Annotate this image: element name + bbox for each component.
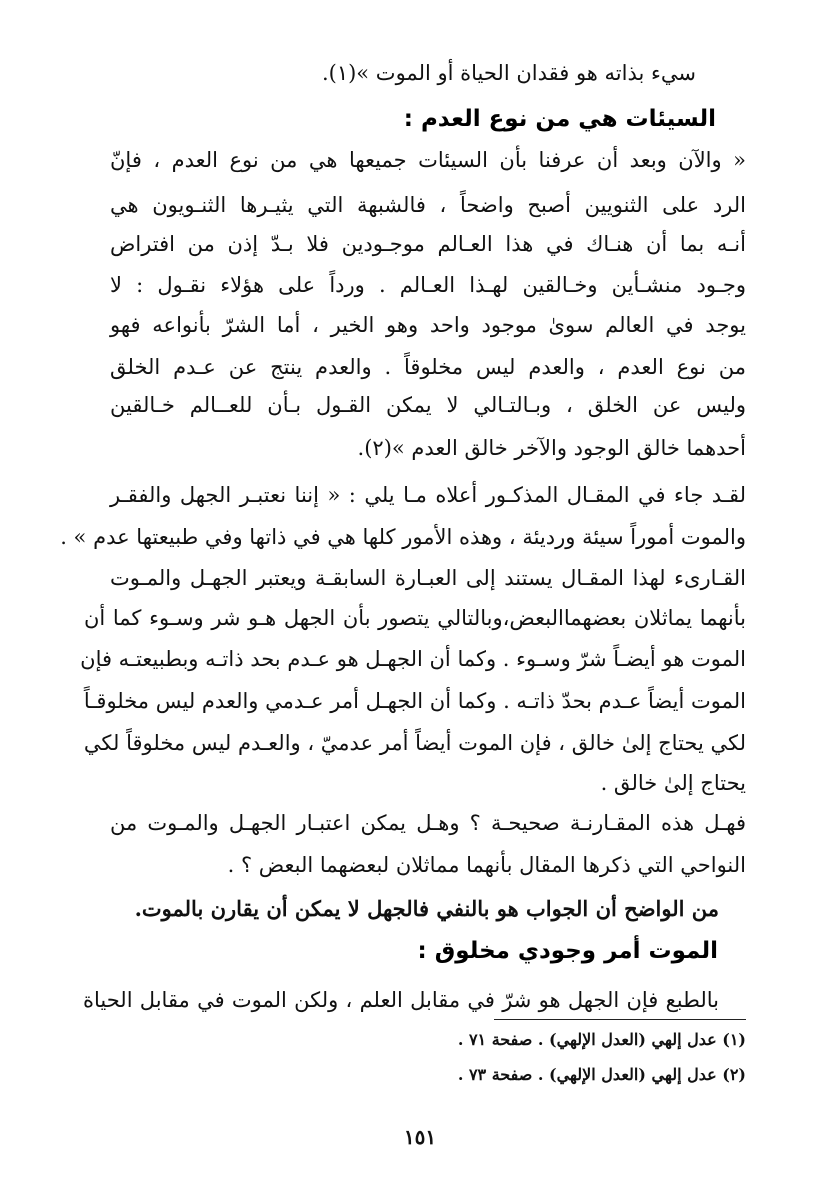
text-line: بأنهما يماثلان بعضهماالبعض،وبالتالي يتصور بأن الجهل هـو شر وسـوء كما أن	[84, 606, 746, 630]
text-line: بالطبع فإن الجهل هو شرّ في مقابل العلم ، ولكن الموت في مقابل الحياة	[83, 988, 719, 1012]
quote-line: الرد على الثنويين أصبح واضحاً ، فالشبهة التي يثيـرها الثنـويون هي	[110, 193, 746, 217]
footnote: (١) عدل إلهي (العدل الإلهي) . صفحة ٧١ .	[457, 1030, 746, 1049]
text-line: القـارىء لهذا المقـال يستند إلى العبـارة السابقـة ويعتبر الجهـل والمـوت	[110, 566, 746, 590]
section-heading: الموت أمر وجودي مخلوق :	[417, 938, 718, 964]
text-line: سيء بذاته هو فقدان الحياة أو الموت »(١).	[321, 61, 696, 85]
text-line: الموت أيضاً عـدم بحدّ ذاتـه . وكما أن الجهـل أمر عـدمي والعدم ليس مخلوقـاً	[83, 689, 746, 713]
text-line: الموت هو أيضـاً شرّ وسـوء . وكما أن الجهـل هو عـدم بحد ذاتـه وبطبيعتـه فإن	[80, 647, 746, 671]
text-line: لقـد جاء في المقـال المذكـور أعلاه مـا يلي : « إننا نعتبـر الجهل والفقـر	[110, 483, 746, 507]
text-line: من الواضح أن الجواب هو بالنفي فالجهل لا يمكن أن يقارن بالموت.	[134, 896, 719, 921]
quote-line: يوجد في العالم سوىٰ موجود واحد وهو الخير ، أما الشرّ بأنواعه فهو	[110, 313, 746, 337]
quote-line: من نوع العدم ، والعدم ليس مخلوقاً . والعدم ينتج عن عـدم الخلق	[110, 355, 746, 379]
section-heading: السيئات هي من نوع العدم :	[403, 106, 716, 132]
text-line: والموت أموراً سيئة ورديئة ، وهذه الأمور كلها هي في ذاتها وفي طبيعتها عدم » .	[60, 525, 746, 549]
text-line: فهـل هذه المقـارنـة صحيحـة ؟ وهـل يمكن اعتبـار الجهـل والمـوت من	[110, 811, 746, 835]
quote-line: « والآن وبعد أن عرفنا بأن السيئات جميعها هي من نوع العدم ، فإنّ	[110, 148, 746, 172]
footnote-separator	[494, 1019, 746, 1020]
quote-line: وجـود منشـأين وخـالقين لهـذا العـالم . ورداً على هؤلاء نقـول : لا	[110, 273, 746, 297]
footnote: (٢) عدل إلهي (العدل الإلهي) . صفحة ٧٣ .	[457, 1065, 746, 1084]
quote-line: أنـه بما أن هنـاك في هذا العـالم موجـودين فلا بـدّ إذن من افتراض	[110, 232, 746, 256]
page-number: ١٥١	[403, 1125, 437, 1149]
text-line: يحتاج إلىٰ خالق .	[600, 771, 746, 795]
text-line: لكي يحتاج إلىٰ خالق ، فإن الموت أيضاً أمر عدميّ ، والعـدم ليس مخلوقاً لكي	[83, 731, 746, 755]
text-line: النواحي التي ذكرها المقال بأنهما مماثلان لبعضهما البعض ؟ .	[227, 853, 746, 877]
quote-line: أحدهما خالق الوجود والآخر خالق العدم »(٢).	[357, 436, 746, 460]
quote-line: وليس عن الخلق ، وبـالتـالي لا يمكن القـول بـأن للعــالم خـالقين	[110, 393, 746, 417]
